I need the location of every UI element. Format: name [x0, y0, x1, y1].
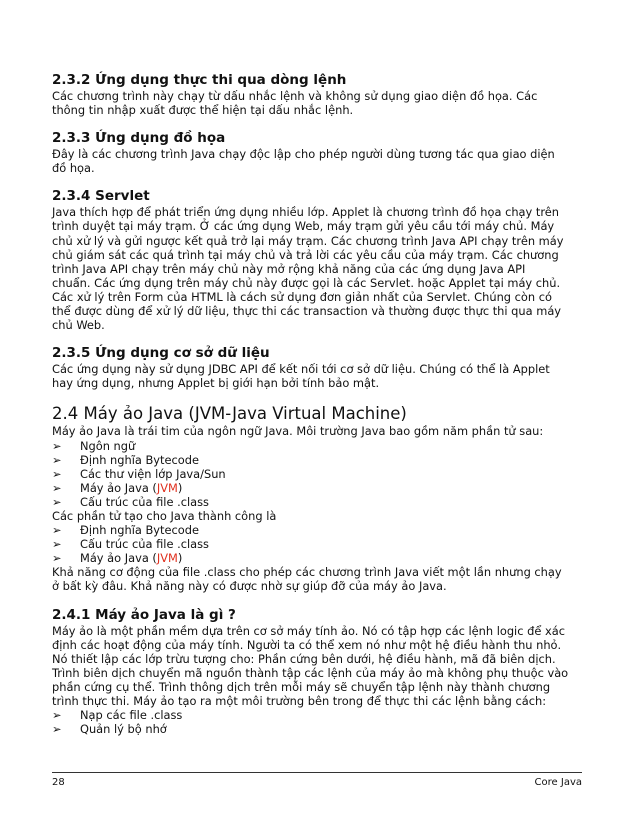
arrow-bullet-icon: ➢ — [52, 452, 62, 467]
heading-2-4-1: 2.4.1 Máy ảo Java là gì ? — [52, 606, 236, 623]
text-line: Khả năng cơ động của file .class cho phép các chương trình Java viết một lần nhưng chạy — [52, 565, 562, 580]
arrow-bullet-icon: ➢ — [52, 523, 62, 538]
paragraph-2-4-mid: Các phần tử tạo cho Java thành công là — [52, 508, 277, 523]
text-line: chủ xử lý và gửi ngược kết quả trở lại máy trạm. Các chương trình Java API chạy trên máy — [52, 233, 564, 248]
list-item: ➢ Cấu trúc của file .class — [52, 494, 209, 509]
jvm-highlight: JVM — [156, 551, 178, 566]
paragraph-2-3-2 — [52, 89, 580, 117]
arrow-bullet-icon: ➢ — [52, 708, 62, 723]
paragraph-2-4-outro — [52, 565, 580, 593]
list-item: ➢ Ngôn ngữ — [52, 438, 136, 453]
paragraph-2-3-3 — [52, 147, 580, 175]
text-line: Các chương trình này chạy từ dấu nhắc lệnh và không sử dụng giao diện đồ họa. Các — [52, 89, 538, 103]
text-line: thể được dùng để xử lý dữ liệu, thực thi các transaction và thường được thực thi qua máy — [52, 304, 562, 319]
page-number: 28 — [52, 777, 65, 788]
list-item: ➢ Máy ảo Java (JVM) — [52, 551, 183, 566]
text-line: định các hoạt động của máy tính. Người ta có thể xem nó như một hệ điều hành thu nhỏ. — [52, 637, 562, 652]
paragraph-2-3-4 — [52, 205, 580, 332]
heading-2-3-4: 2.3.4 Servlet — [52, 188, 150, 205]
arrow-bullet-icon: ➢ — [52, 438, 62, 453]
heading-2-3-2: 2.3.2 Ứng dụng thực thi qua dòng lệnh — [52, 72, 347, 88]
page-footer — [52, 772, 582, 788]
heading-2-3-3: 2.3.3 Ứng dụng đồ họa — [52, 130, 226, 147]
list-item: ➢ Quản lý bộ nhớ — [52, 722, 167, 737]
list-item: ➢ Máy ảo Java (JVM) — [52, 480, 183, 495]
book-title: Core Java — [534, 777, 582, 788]
text-line: ở bất kỳ đâu. Khả năng này có được nhờ sự giúp đỡ của máy ảo Java. — [52, 579, 447, 594]
text-line: Các xử lý trên Form của HTML là cách sử dụng đơn giản nhất của Servlet. Chúng còn có — [52, 289, 552, 304]
heading-2-3-5: 2.3.5 Ứng dụng cơ sở dữ liệu — [52, 345, 270, 362]
text-line: Máy ảo là một phần mềm dựa trên cơ sở máy tính ảo. Nó có tập hợp các lệnh logic để xác — [52, 623, 565, 638]
text-line: phần cứng cụ thể. Trình thông dịch trên mỗi máy sẽ chuyển tập lệnh này thành chương — [52, 679, 551, 694]
list-item: ➢ Định nghĩa Bytecode — [52, 452, 199, 467]
text-line: Đây là các chương trình Java chạy độc lập cho phép người dùng tương tác qua giao diện — [52, 147, 555, 162]
text-line: Nó thiết lập các lớp trừu tượng cho: Phần cứng bên dưới, hệ điều hành, mã đã biên dịch. — [52, 651, 556, 666]
text-line: chủ Web. — [52, 318, 105, 333]
list-item: ➢ Định nghĩa Bytecode — [52, 523, 199, 538]
paragraph-2-4-1 — [52, 624, 580, 709]
list-item: ➢ Các thư viện lớp Java/Sun — [52, 466, 226, 481]
arrow-bullet-icon: ➢ — [52, 480, 62, 495]
paragraph-2-4-intro: Máy ảo Java là trái tim của ngôn ngữ Java. Môi trường Java bao gồm năm phần tử sau: — [52, 424, 544, 439]
text-line: thông tin nhập xuất được thể hiện tại dấu nhắc lệnh. — [52, 103, 354, 118]
heading-2-4: 2.4 Máy ảo Java (JVM-Java Virtual Machine) — [52, 404, 407, 424]
bullet-list-vm-tasks — [52, 708, 580, 736]
text-line: chủ giám sát các quá trình tại máy chủ và trả lời các yêu cầu của máy trạm. Các chương — [52, 247, 559, 262]
text-line: chuẩn. Các ứng dụng trên máy chủ này được gọi là các Servlet. hoặc Applet tại máy chủ. — [52, 275, 561, 290]
text-line: Java thích hợp để phát triển ứng dụng nhiều lớp. Applet là chương trình đồ họa chạy trên — [52, 205, 560, 220]
arrow-bullet-icon: ➢ — [52, 722, 62, 737]
text-line: trình duyệt tại máy trạm. Ở các ứng dụng Web, máy trạm gửi yêu cầu tới máy chủ. Máy — [52, 219, 555, 234]
list-item: ➢ Cấu trúc của file .class — [52, 537, 209, 552]
text-line: đồ họa. — [52, 161, 95, 176]
arrow-bullet-icon: ➢ — [52, 466, 62, 481]
text-line: Các ứng dụng này sử dụng JDBC API để kết nối tới cơ sở dữ liệu. Chúng có thể là Applet — [52, 362, 550, 377]
paragraph-2-3-5 — [52, 362, 580, 390]
text-line: hay ứng dụng, nhưng Applet bị giới hạn bởi tính bảo mật. — [52, 376, 380, 391]
list-item: ➢ Nạp các file .class — [52, 708, 183, 723]
jvm-highlight: JVM — [156, 480, 178, 495]
text-line: trình thực thi. Máy ảo tạo ra một môi trường bên trong để thực thi các lệnh bằng cách: — [52, 694, 547, 708]
text-line: Trình biên dịch chuyển mã nguồn thành tập các lệnh của máy ảo mà không phụ thuộc vào — [52, 665, 569, 680]
bullet-list-elements — [52, 439, 580, 509]
document-page — [52, 72, 580, 736]
text-line: trình Java API chạy trên máy chủ này mở rộng khả năng của các ứng dụng Java API — [52, 261, 526, 276]
arrow-bullet-icon: ➢ — [52, 537, 62, 552]
arrow-bullet-icon: ➢ — [52, 551, 62, 566]
bullet-list-success — [52, 523, 580, 565]
arrow-bullet-icon: ➢ — [52, 494, 62, 509]
